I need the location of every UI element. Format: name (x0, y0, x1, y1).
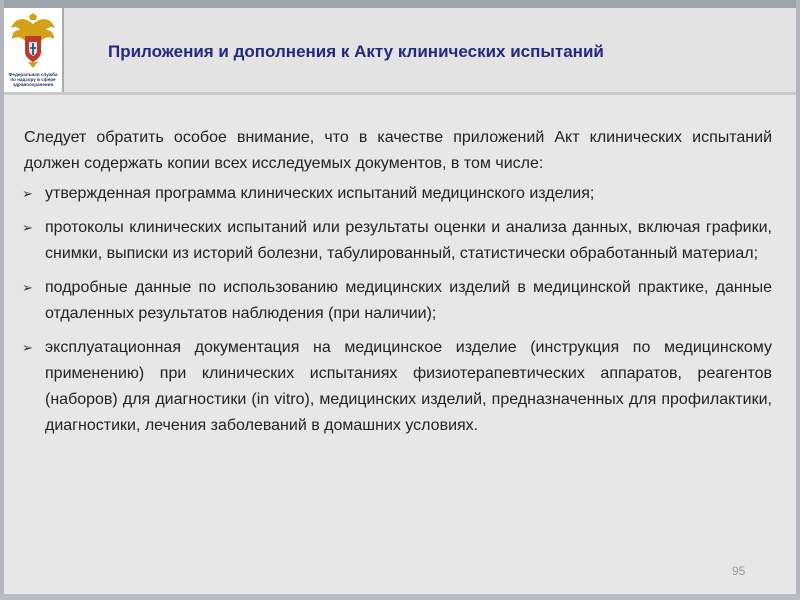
list-item (22, 215, 772, 267)
list-item-text: эксплуатационная документация на медицинское изделие (инструкция по медицинскому применению) при клинических испытаниях физиотерапевтических аппаратов, реагентов (наборов) для диагностики (in vitro), медицинских изделий, предназначенных для профилактики, диагностики, лечения заболеваний в домашних условиях. (45, 339, 772, 434)
arrow-bullet-icon: ➢ (22, 280, 33, 295)
frame-right (796, 0, 800, 600)
logo-caption: Федеральная служба по надзору в сфере здравоохранения (8, 72, 58, 87)
list-item-text: подробные данные по использованию медицинских изделий в медицинской практике, данные отдаленных результатов наблюдения (при наличии); (45, 279, 772, 322)
list-item-text: протоколы клинических испытаний или результаты оценки и анализа данных, включая графики, снимки, выписки из историй болезни, табулированный, статистически обработанный материал; (45, 219, 772, 262)
page-number: 95 (732, 564, 746, 578)
frame-bottom (0, 594, 800, 600)
double-headed-eagle-icon (9, 12, 57, 70)
arrow-bullet-icon: ➢ (22, 220, 33, 235)
slide-body (22, 125, 772, 447)
list-item (22, 181, 772, 207)
arrow-bullet-icon: ➢ (22, 340, 33, 355)
list-item-text: утвержденная программа клинических испытаний медицинского изделия; (45, 185, 595, 202)
list-item (22, 335, 772, 439)
slide-title: Приложения и дополнения к Акту клинических испытаний (108, 42, 604, 61)
arrow-bullet-icon: ➢ (22, 186, 33, 201)
roszdravnadzor-logo (4, 8, 64, 92)
frame-top (0, 0, 800, 8)
intro-paragraph: Следует обратить особое внимание, что в качестве приложений Акт клинических испытаний должен содержать копии всех исследуемых документов, в том числе: (24, 129, 772, 172)
list-item (22, 275, 772, 327)
